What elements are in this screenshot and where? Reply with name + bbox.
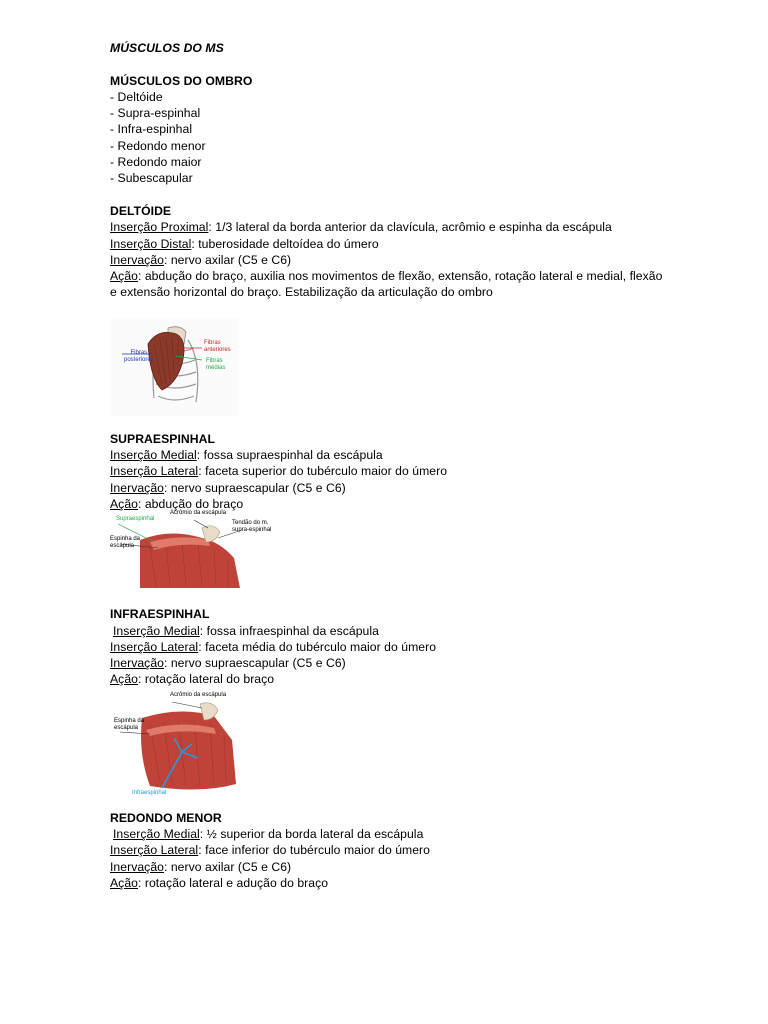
row-text: : nervo supraescapular (C5 e C6): [163, 656, 346, 671]
row-text: : rotação lateral do braço: [137, 672, 275, 687]
list-item: - Infra-espinhal: [110, 122, 193, 137]
row-label: Inserção Medial: [113, 827, 200, 842]
row-label: Inervação: [110, 859, 164, 874]
row-text: : fossa supraespinhal da escápula: [196, 448, 383, 463]
list-item: - Redondo menor: [110, 138, 206, 153]
label-acromio: Acrômio da escápula: [170, 510, 227, 517]
row-text: : abdução do braço: [137, 496, 244, 511]
supraespinhal-row: [110, 463, 730, 479]
label-fibras-posteriores: Fibras posteriores: [124, 349, 154, 363]
row-text: : fossa infraespinhal da escápula: [199, 623, 379, 638]
label-infraespinhal: Infraespinhal: [132, 789, 167, 796]
row-label: Ação: [110, 496, 138, 511]
list-item: - Subescapular: [110, 171, 193, 186]
infraespinhal-row: [110, 655, 730, 671]
label-tendao: Tendão do m. supra-espinhal: [232, 520, 272, 534]
list-item: - Deltóide: [110, 89, 163, 104]
list-item: - Redondo maior: [110, 155, 202, 170]
supraespinhal-heading: SUPRAESPINHAL: [110, 431, 215, 446]
deltoide-row: [110, 236, 730, 252]
row-text: : face inferior do tubérculo maior do úmero: [198, 843, 430, 858]
row-label: Inserção Distal: [110, 236, 192, 251]
row-text: : nervo supraescapular (C5 e C6): [163, 480, 346, 495]
row-label: Inserção Proximal: [110, 220, 209, 235]
list-item: - Supra-espinhal: [110, 106, 201, 121]
label-supraespinhal: Supraespinhal: [116, 516, 155, 523]
infraespinhal-figure: [110, 691, 250, 804]
row-label: Inserção Lateral: [110, 464, 199, 479]
infraespinhal-row: [110, 623, 730, 639]
row-text: : faceta superior do tubérculo maior do úmero: [198, 464, 448, 479]
redondo-menor-heading: REDONDO MENOR: [110, 810, 222, 825]
label-espinha: Espinha da escápula: [114, 717, 145, 731]
infraespinhal-row: [110, 671, 730, 687]
row-label: Ação: [110, 269, 138, 284]
supraespinhal-figure: [110, 510, 272, 590]
row-text: : nervo axilar (C5 e C6): [163, 252, 292, 267]
row-text: : nervo axilar (C5 e C6): [163, 859, 292, 874]
supraespinhal-row: [110, 480, 730, 496]
document-title: MÚSCULOS DO MS: [110, 41, 224, 55]
row-label: Ação: [110, 875, 138, 890]
supraespinhal-row: [110, 447, 730, 463]
row-label: Ação: [110, 672, 138, 687]
deltoide-row: [110, 219, 730, 235]
infraespinhal-row: [110, 639, 730, 655]
redondo-menor-row: [110, 859, 730, 875]
row-label: Inserção Lateral: [110, 843, 199, 858]
label-fibras-medias: Fibras médias: [206, 357, 226, 371]
deltoid-figure: [110, 318, 238, 416]
label-fibras-anteriores: Fibras anteriores: [204, 339, 231, 353]
row-label: Inervação: [110, 656, 164, 671]
row-text: : 1/3 lateral da borda anterior da clavícula, acrômio e espinha da escápula: [208, 220, 612, 235]
redondo-menor-row: [110, 842, 730, 858]
deltoide-row: [110, 268, 670, 301]
label-acromio: Acrômio da escápula: [170, 691, 227, 698]
document-page: [110, 40, 730, 891]
row-label: Inserção Lateral: [110, 639, 199, 654]
deltoide-row: [110, 252, 730, 268]
row-label: Inserção Medial: [110, 448, 197, 463]
redondo-menor-row: [110, 875, 730, 891]
deltoide-heading: DELTÓIDE: [110, 203, 172, 218]
row-label: Inervação: [110, 252, 164, 267]
label-espinha: Espinha da escápula: [110, 536, 141, 550]
row-text: : rotação lateral e adução do braço: [137, 875, 329, 890]
infraespinhal-heading: INFRAESPINHAL: [110, 607, 210, 622]
redondo-menor-row: [110, 826, 730, 842]
infraespinhal-illustration: [110, 691, 250, 804]
shoulder-heading: MÚSCULOS DO OMBRO: [110, 73, 253, 88]
row-text: : ½ superior da borda lateral da escápula: [199, 827, 424, 842]
row-label: Inserção Medial: [113, 623, 200, 638]
row-text: : abdução do braço, auxilia nos movimentos de flexão, extensão, rotação lateral e medial, flexão e extensão horizontal do braço. Estabilização da articulação do ombro: [110, 269, 663, 300]
row-text: : faceta média do tubérculo maior do úmero: [198, 639, 437, 654]
row-text: : tuberosidade deltoídea do úmero: [191, 236, 379, 251]
row-label: Inervação: [110, 480, 164, 495]
